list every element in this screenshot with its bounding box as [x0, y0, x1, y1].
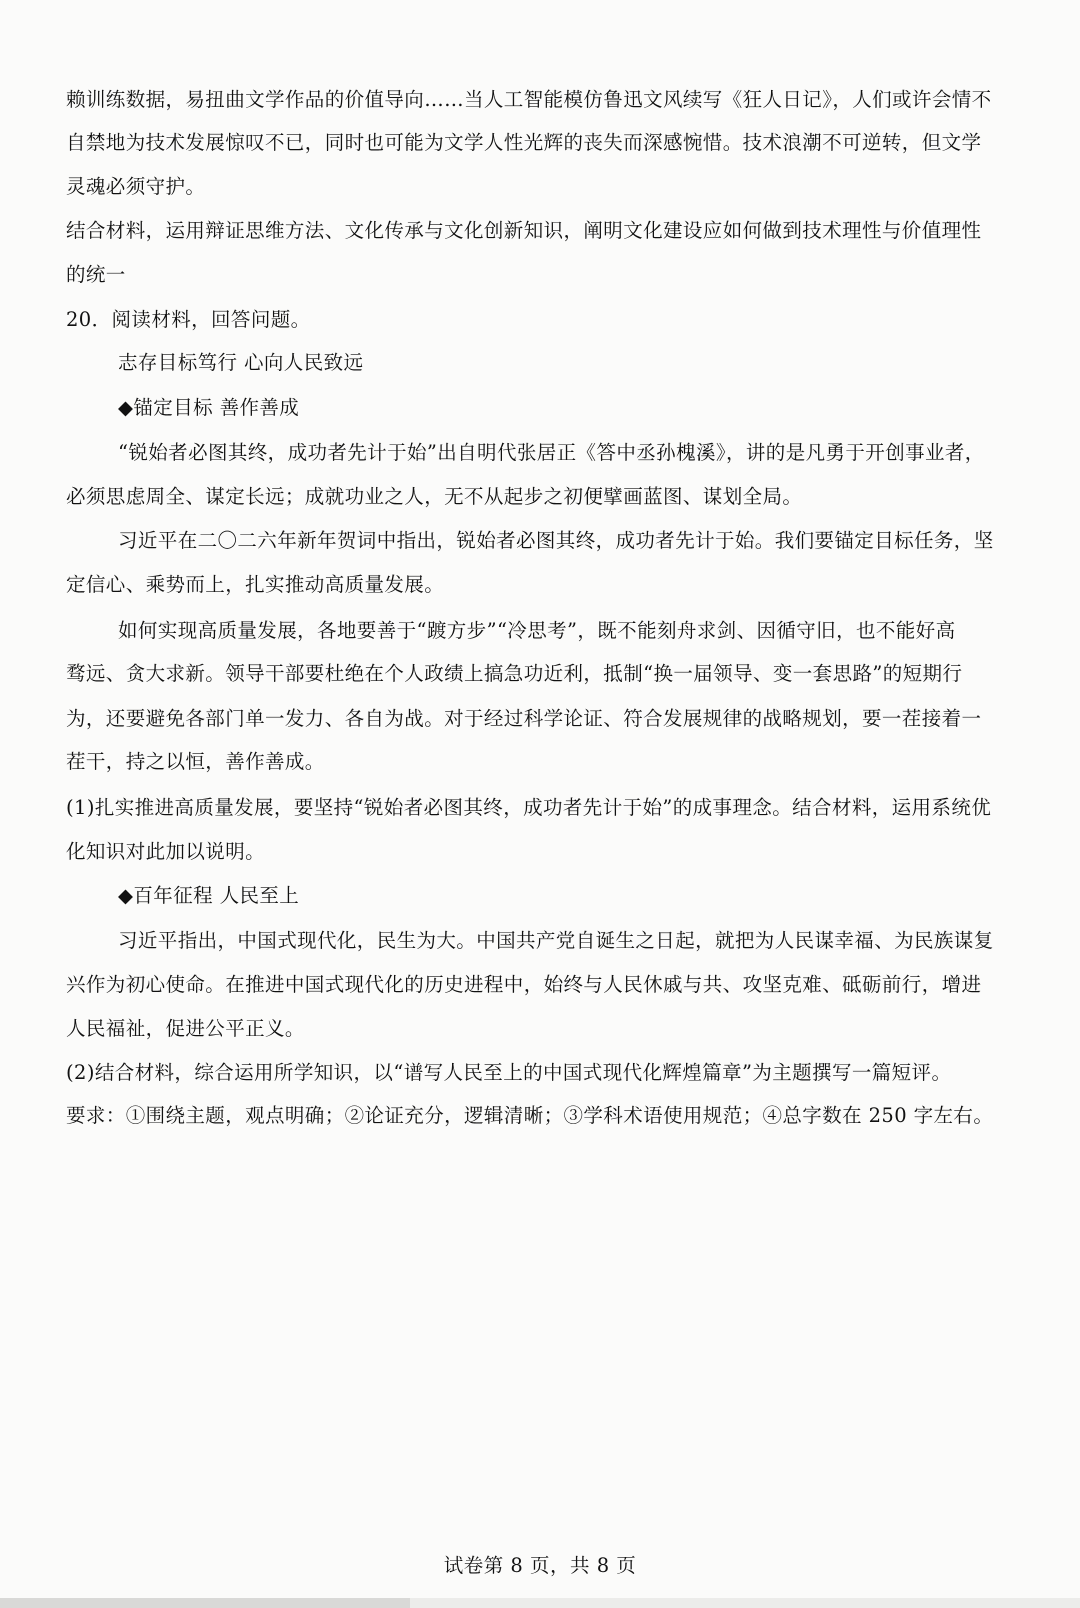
question-20-header: 20．阅读材料，回答问题。	[66, 308, 311, 331]
material-text-line: 自禁地为技术发展惊叹不已，同时也可能为文学人性光辉的丧失而深感惋惜。技术浪潮不可逆转，但文学	[66, 131, 982, 154]
material-text-line: 必须思虑周全、谋定长远；成就功业之人，无不从起步之初便擘画蓝图、谋划全局。	[66, 485, 803, 508]
question-19-prompt: 结合材料，运用辩证思维方法、文化传承与文化创新知识，阐明文化建设应如何做到技术理性与价值理性	[66, 219, 982, 242]
material-text-line: 茬干，持之以恒，善作善成。	[66, 750, 325, 773]
material-text-line: 习近平指出，中国式现代化，民生为大。中国共产党自诞生之日起，就把为人民谋幸福、为民族谋复	[118, 929, 994, 952]
page-footer: 试卷第 8 页，共 8 页	[443, 1554, 637, 1577]
material-text-line: 赖训练数据，易扭曲文学作品的价值导向……当人工智能模仿鲁迅文风续写《狂人日记》，人们或许会情不	[66, 88, 992, 111]
material-text-line: “锐始者必图其终，成功者先计于始”出自明代张居正《答中丞孙槐溪》，讲的是凡勇于开创事业者，	[118, 441, 985, 464]
material-text-line: 兴作为初心使命。在推进中国式现代化的历史进程中，始终与人民休戚与共、攻坚克难、砥砺前行，增进	[66, 973, 982, 996]
scan-edge-strip	[0, 1598, 1080, 1608]
material-text-line: 人民福祉，促进公平正义。	[66, 1017, 305, 1040]
scan-edge-mark	[0, 1598, 410, 1608]
answer-requirements: 要求：①围绕主题，观点明确；②论证充分，逻辑清晰；③学科术语使用规范；④总字数在 250 字左右。	[66, 1104, 994, 1127]
material-text-line: 如何实现高质量发展，各地要善于“踱方步”“冷思考”，既不能刻舟求剑、因循守旧，也不能好高	[118, 619, 956, 642]
question-20-1-prompt: 化知识对此加以说明。	[66, 840, 266, 863]
material-title: 志存目标笃行 心向人民致远	[118, 351, 364, 374]
material-text-line: 习近平在二〇二六年新年贺词中指出，锐始者必图其终，成功者先计于始。我们要锚定目标任务，坚	[118, 529, 994, 552]
material-text-line: 骛远、贪大求新。领导干部要杜绝在个人政绩上搞急功近利，抵制“换一届领导、变一套思路”的短期行	[66, 662, 963, 685]
question-20-2-prompt: (2)结合材料，综合运用所学知识，以“谱写人民至上的中国式现代化辉煌篇章”为主题撰写一篇短评。	[66, 1061, 952, 1084]
section-1-title: ◆锚定目标 善作善成	[118, 396, 300, 419]
material-text-line: 为，还要避免各部门单一发力、各自为战。对于经过科学论证、符合发展规律的战略规划，要一茬接着一	[66, 707, 982, 730]
question-19-prompt: 的统一	[66, 263, 126, 286]
material-text-line: 定信心、乘势而上，扎实推动高质量发展。	[66, 573, 445, 596]
question-20-1-prompt: (1)扎实推进高质量发展，要坚持“锐始者必图其终，成功者先计于始”的成事理念。结合材料，运用系统优	[66, 796, 992, 819]
material-text-line: 灵魂必须守护。	[66, 175, 206, 198]
section-2-title: ◆百年征程 人民至上	[118, 884, 300, 907]
